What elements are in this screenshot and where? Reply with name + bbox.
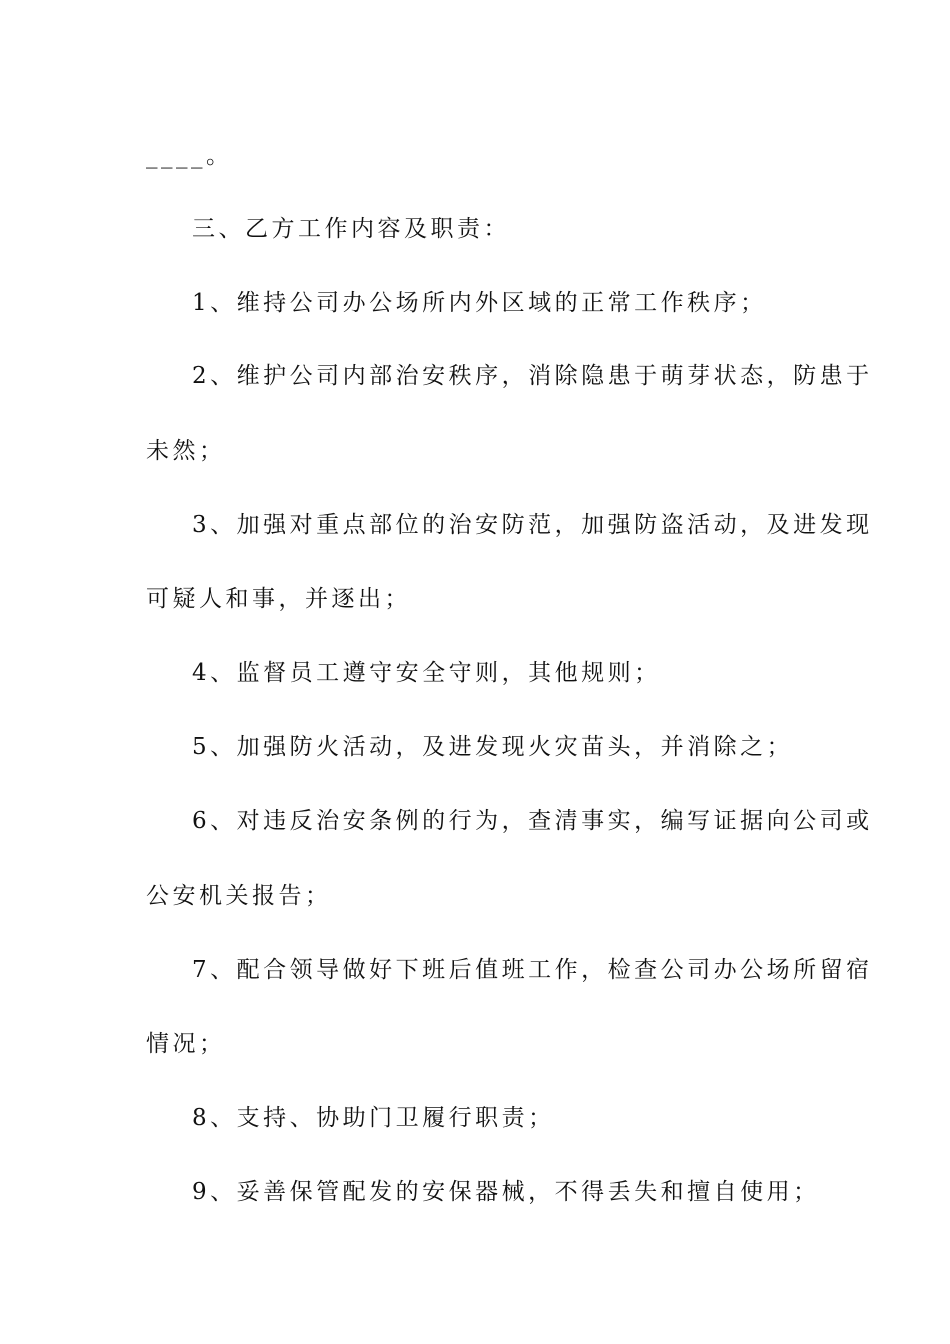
- duty-item-3-continued: 可疑人和事，并逐出；: [146, 586, 411, 612]
- blank-line-ending: ____。: [146, 143, 233, 169]
- duty-item-4: 4、监督员工遵守安全守则，其他规则；: [192, 660, 661, 686]
- section-heading: 三、乙方工作内容及职责：: [192, 216, 510, 242]
- duty-item-9: 9、妥善保管配发的安保器械，不得丢失和擅自使用；: [192, 1179, 820, 1205]
- duty-item-6: 6、对违反治安条例的行为，查清事实，编写证据向公司或: [192, 808, 873, 834]
- duty-item-2: 2、维护公司内部治安秩序，消除隐患于萌芽状态，防患于: [192, 363, 873, 389]
- duty-item-7: 7、配合领导做好下班后值班工作，检查公司办公场所留宿: [192, 957, 873, 983]
- duty-item-1: 1、维持公司办公场所内外区域的正常工作秩序；: [192, 290, 767, 316]
- duty-item-2-continued: 未然；: [146, 438, 226, 464]
- duty-item-3: 3、加强对重点部位的治安防范，加强防盗活动，及进发现: [192, 512, 873, 538]
- duty-item-5: 5、加强防火活动，及进发现火灾苗头，并消除之；: [192, 734, 794, 760]
- duty-item-6-continued: 公安机关报告；: [146, 883, 332, 909]
- duty-item-8: 8、支持、协助门卫履行职责；: [192, 1105, 555, 1131]
- duty-item-7-continued: 情况；: [146, 1031, 226, 1057]
